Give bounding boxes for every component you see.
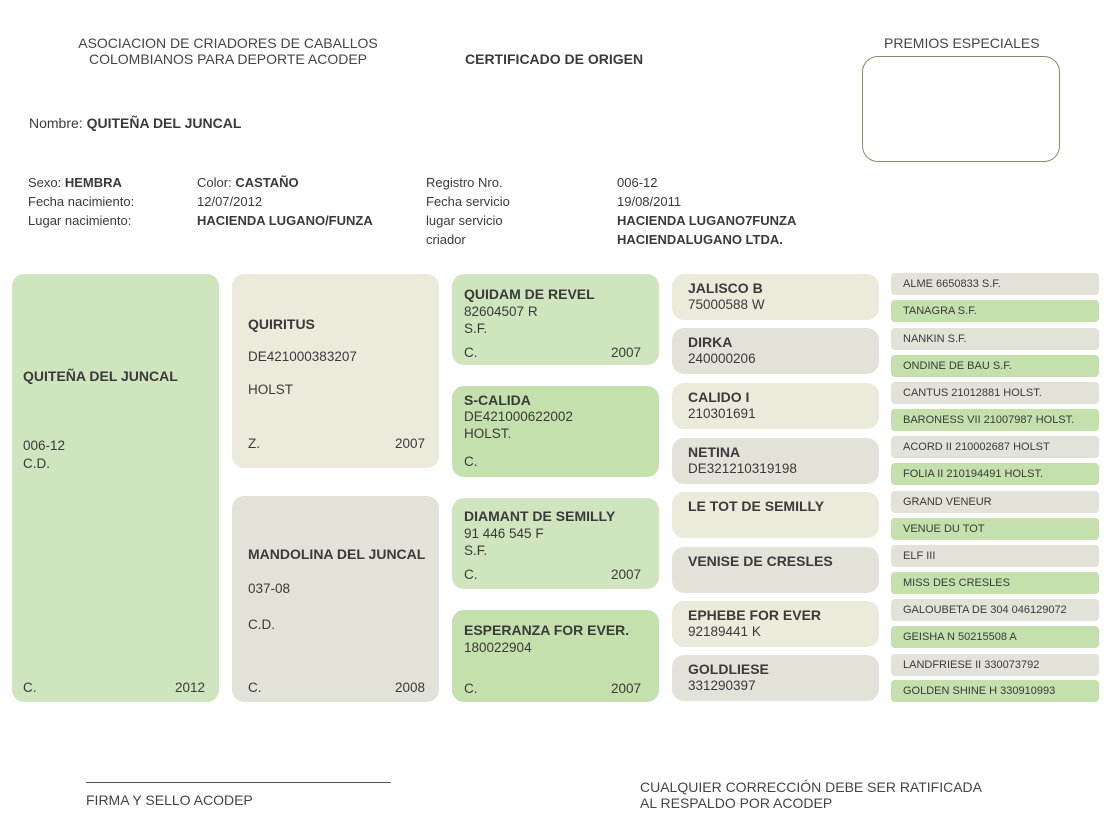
gen4-ancestor: ALME 6650833 S.F. xyxy=(891,273,1099,295)
grandparent-name: DIAMANT DE SEMILLY xyxy=(464,508,616,524)
great-grandparent-name: JALISCO B xyxy=(688,280,763,296)
info-right-labels xyxy=(426,173,510,249)
subject-note: C.D. xyxy=(23,456,50,471)
grandparent-breed: S.F. xyxy=(464,321,488,336)
dam-breed: C.D. xyxy=(248,617,275,632)
service-place-label: lugar servicio xyxy=(426,213,503,228)
special-awards-label: PREMIOS ESPECIALES xyxy=(884,35,1040,51)
subject-code: C. xyxy=(23,680,37,695)
great-grandparent-registry: 210301691 xyxy=(688,406,756,421)
color-value: CASTAÑO xyxy=(235,175,299,190)
registry-label: Registro Nro. xyxy=(426,175,503,190)
grandparent-name: ESPERANZA FOR EVER. xyxy=(464,622,630,638)
dam-card xyxy=(232,496,439,702)
grandparent-year: 2007 xyxy=(610,345,641,360)
gen4-ancestor: GOLDEN SHINE H 330910993 xyxy=(891,680,1099,702)
gen4-ancestor: LANDFRIESE II 330073792 xyxy=(891,654,1099,676)
grandparent-breed: HOLST. xyxy=(464,426,512,441)
subject-registry: 006-12 xyxy=(23,438,66,453)
gen4-ancestor: GALOUBETA DE 304 046129072 xyxy=(891,599,1099,621)
grandparent-code: C. xyxy=(464,567,478,582)
grandparent-code: C. xyxy=(464,345,478,360)
sire-breed: HOLST xyxy=(248,382,294,397)
certificate-title: CERTIFICADO DE ORIGEN xyxy=(465,51,644,67)
great-grandparent-card xyxy=(672,438,879,484)
grandparent-registry: 91 446 545 F xyxy=(464,526,544,541)
signature-label: FIRMA Y SELLO ACODEP xyxy=(86,792,253,808)
great-grandparent-card xyxy=(672,601,879,647)
grandparent-year: 2007 xyxy=(610,567,641,582)
gen4-ancestor: NANKIN S.F. xyxy=(891,328,1099,350)
great-grandparent-card xyxy=(672,328,879,374)
service-place-value: HACIENDA LUGANO7FUNZA xyxy=(617,213,797,228)
dam-registry: 037-08 xyxy=(248,581,291,596)
correction-notice-line1: CUALQUIER CORRECCIÓN DEBE SER RATIFICADA xyxy=(640,779,983,795)
gen4-ancestor: CANTUS 21012881 HOLST. xyxy=(891,382,1099,404)
gen4-ancestor: MISS DES CRESLES xyxy=(891,572,1099,594)
grandparent-registry: 180022904 xyxy=(464,640,532,655)
info-left-values xyxy=(197,173,373,230)
association-name-line1: ASOCIACION DE CRIADORES DE CABALLOS xyxy=(78,35,378,51)
association-name xyxy=(60,35,396,67)
dam-code: C. xyxy=(248,680,262,695)
birth-place-label: Lugar nacimiento: xyxy=(28,213,132,228)
grandparent-name: S-CALIDA xyxy=(464,392,531,408)
sire-registry: DE421000383207 xyxy=(248,349,357,364)
great-grandparent-name: EPHEBE FOR EVER xyxy=(688,607,822,623)
great-grandparent-card xyxy=(672,274,879,320)
service-date-label: Fecha servicio xyxy=(426,194,510,209)
great-grandparent-name: VENISE DE CRESLES xyxy=(688,553,833,569)
sire-year: 2007 xyxy=(394,436,425,451)
sex-value: HEMBRA xyxy=(64,175,122,190)
great-grandparent-card xyxy=(672,655,879,701)
service-date-value: 19/08/2011 xyxy=(617,194,682,209)
horse-name-label: Nombre: xyxy=(29,115,83,131)
birth-date-label: Fecha nacimiento: xyxy=(28,194,135,209)
great-grandparent-name: CALIDO I xyxy=(688,389,750,405)
gen4-ancestor: ELF III xyxy=(891,545,1099,567)
horse-name-value: QUITEÑA DEL JUNCAL xyxy=(86,115,242,131)
great-grandparent-card xyxy=(672,383,879,429)
great-grandparent-name: LE TOT DE SEMILLY xyxy=(688,498,825,514)
horse-name-row xyxy=(29,115,241,131)
grandparent-registry: 82604507 R xyxy=(464,304,538,319)
dam-year: 2008 xyxy=(394,680,425,695)
great-grandparent-registry: 240000206 xyxy=(688,351,756,366)
great-grandparent-name: DIRKA xyxy=(688,334,733,350)
grandparent-registry: DE421000622002 xyxy=(464,409,573,424)
birth-date-value: 12/07/2012 xyxy=(197,194,263,209)
gen4-ancestor: ONDINE DE BAU S.F. xyxy=(891,355,1099,377)
great-grandparent-name: GOLDLIESE xyxy=(688,661,769,677)
grandparent-card xyxy=(452,498,659,589)
grandparent-card xyxy=(452,386,659,477)
breeder-label: criador xyxy=(426,232,466,247)
gen4-ancestor: TANAGRA S.F. xyxy=(891,300,1099,322)
signature-line xyxy=(86,782,391,783)
great-grandparent-card xyxy=(672,492,879,538)
info-right-values xyxy=(617,173,796,249)
great-grandparent-registry: DE321210319198 xyxy=(688,461,797,476)
color-label: Color: xyxy=(197,175,232,190)
grandparent-card xyxy=(452,274,659,365)
birth-place-value: HACIENDA LUGANO/FUNZA xyxy=(197,213,373,228)
dam-name: MANDOLINA DEL JUNCAL xyxy=(248,546,426,562)
special-awards-box xyxy=(862,56,1060,162)
subject-year: 2012 xyxy=(174,680,205,695)
gen4-ancestor: GRAND VENEUR xyxy=(891,491,1099,513)
registry-value: 006-12 xyxy=(617,175,658,190)
pedigree-subject-card xyxy=(12,274,219,702)
grandparent-card xyxy=(452,610,659,702)
sex-label: Sexo: xyxy=(28,175,62,190)
gen4-ancestor: GEISHA N 50215508 A xyxy=(891,626,1099,648)
grandparent-code: C. xyxy=(464,681,478,696)
sire-card xyxy=(232,274,439,468)
great-grandparent-registry: 92189441 K xyxy=(688,624,761,639)
gen4-ancestor: FOLIA II 210194491 HOLST. xyxy=(891,463,1099,485)
great-grandparent-name: NETINA xyxy=(688,444,741,460)
gen4-ancestor: BARONESS VII 21007987 HOLST. xyxy=(891,409,1099,431)
grandparent-code: C. xyxy=(464,454,478,469)
grandparent-name: QUIDAM DE REVEL xyxy=(464,286,595,302)
great-grandparent-registry: 331290397 xyxy=(688,678,756,693)
gen4-ancestor: ACORD II 210002687 HOLST xyxy=(891,436,1099,458)
info-left-labels xyxy=(28,173,134,230)
sire-code: Z. xyxy=(248,436,260,451)
correction-notice-line2: AL RESPALDO POR ACODEP xyxy=(640,795,833,811)
grandparent-year: 2007 xyxy=(610,681,641,696)
grandparent-breed: S.F. xyxy=(464,543,488,558)
great-grandparent-card xyxy=(672,547,879,593)
great-grandparent-registry: 75000588 W xyxy=(688,297,765,312)
sire-name: QUIRITUS xyxy=(248,316,315,332)
gen4-ancestor: VENUE DU TOT xyxy=(891,518,1099,540)
correction-notice xyxy=(640,779,982,811)
breeder-value: HACIENDALUGANO LTDA. xyxy=(617,232,783,247)
association-name-line2: COLOMBIANOS PARA DEPORTE ACODEP xyxy=(89,51,367,67)
subject-name: QUITEÑA DEL JUNCAL xyxy=(23,368,178,384)
